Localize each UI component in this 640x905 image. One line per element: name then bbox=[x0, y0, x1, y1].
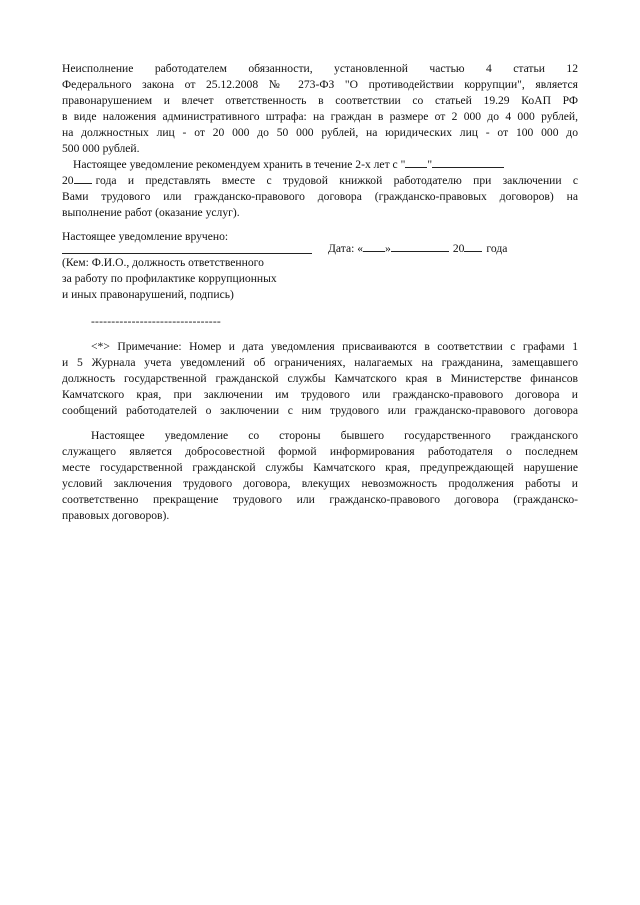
storage-year-blank bbox=[74, 173, 92, 184]
paragraph-2-line-4: выполнение работ (оказание услуг). bbox=[62, 206, 240, 219]
paragraph-2-line-2-text: года и представлять вместе с трудовой книжкой работодателю при заключении с bbox=[95, 174, 578, 187]
delivery-date bbox=[328, 241, 507, 257]
paragraph-1-line-2: Федерального закона от 25.12.2008 № 273-ФЗ "О противодействии коррупции", является bbox=[62, 78, 578, 91]
signature-caption-3: и иных правонарушений, подпись) bbox=[62, 288, 234, 301]
storage-month-blank bbox=[432, 157, 504, 168]
note-line-2: и 5 Журнала учета уведомлений об ограничениях, налагаемых на гражданина, замещавшего bbox=[62, 356, 578, 369]
paragraph-1-last-line: 500 000 рублей. bbox=[62, 142, 140, 155]
date-mid: » bbox=[385, 242, 391, 255]
storage-day-blank bbox=[405, 157, 427, 168]
paragraph-2-line-2 bbox=[62, 173, 578, 189]
note-last-line: сообщений работодателей о заключении с ним трудового или гражданско-правового договора bbox=[62, 404, 578, 417]
paragraph-1-line-5: на должностных лиц - от 20 000 до 50 000 рублей, на юридических лиц - от 100 000 до bbox=[62, 126, 578, 139]
paragraph-2-line-3: Вами трудового или гражданско-правового договора (гражданско-правовых договоров) на bbox=[62, 190, 578, 203]
date-suffix: года bbox=[486, 242, 508, 255]
signature-caption-2: за работу по профилактике коррупционных bbox=[62, 272, 277, 285]
note-line-4: Камчатского края, при заключении им трудового или гражданско-правового договора и bbox=[62, 388, 578, 401]
date-year-blank bbox=[464, 241, 482, 252]
storage-quote: " bbox=[427, 158, 433, 171]
paragraph-3-line-1: Настоящее уведомление со стороны бывшего государственного гражданского bbox=[91, 429, 578, 442]
note-line-3: должность государственной гражданской службы Камчатского края в Министерстве финансов bbox=[62, 372, 578, 385]
paragraph-1-line-1: Неисполнение работодателем обязанности, установленной частью 4 статьи 12 bbox=[62, 62, 578, 75]
paragraph-3-line-4: условий заключения трудового договора, влекущих невозможность продолжения работы и bbox=[62, 477, 578, 490]
paragraph-3-line-2: служащего является добросовестной формой информирования работодателя о последнем bbox=[62, 445, 578, 458]
paragraph-3-line-3: месте государственной гражданской службы Камчатского края, предупреждающей нарушение bbox=[62, 461, 578, 474]
paragraph-3-line-5: соответственно прекращение трудового или гражданско-правового договора (гражданско- bbox=[62, 493, 578, 506]
date-month-blank bbox=[391, 241, 449, 252]
signature-line bbox=[62, 253, 312, 254]
date-label: Дата: « bbox=[328, 242, 364, 255]
storage-year-prefix: 20 bbox=[62, 174, 74, 187]
paragraph-2-line-1 bbox=[73, 157, 504, 173]
note-line-1: <*> Примечание: Номер и дата уведомления присваиваются в соответствии с графами 1 bbox=[91, 340, 578, 353]
signature-caption-1: (Кем: Ф.И.О., должность ответственного bbox=[62, 256, 264, 269]
date-year-prefix: 20 bbox=[452, 242, 465, 255]
footnote-separator: -------------------------------- bbox=[91, 315, 221, 328]
storage-text: Настоящее уведомление рекомендуем хранить в течение 2-х лет с " bbox=[73, 158, 406, 171]
date-day-blank bbox=[363, 241, 385, 252]
paragraph-1-line-4: в виде наложения административного штрафа: на граждан в размере от 2 000 до 4 000 рублей, bbox=[62, 110, 578, 123]
paragraph-1-line-3: правонарушением и влечет ответственность в соответствии со статьей 19.29 КоАП РФ bbox=[62, 94, 578, 107]
delivery-heading: Настоящее уведомление вручено: bbox=[62, 230, 229, 243]
paragraph-3-last-line: правовых договоров). bbox=[62, 509, 170, 522]
